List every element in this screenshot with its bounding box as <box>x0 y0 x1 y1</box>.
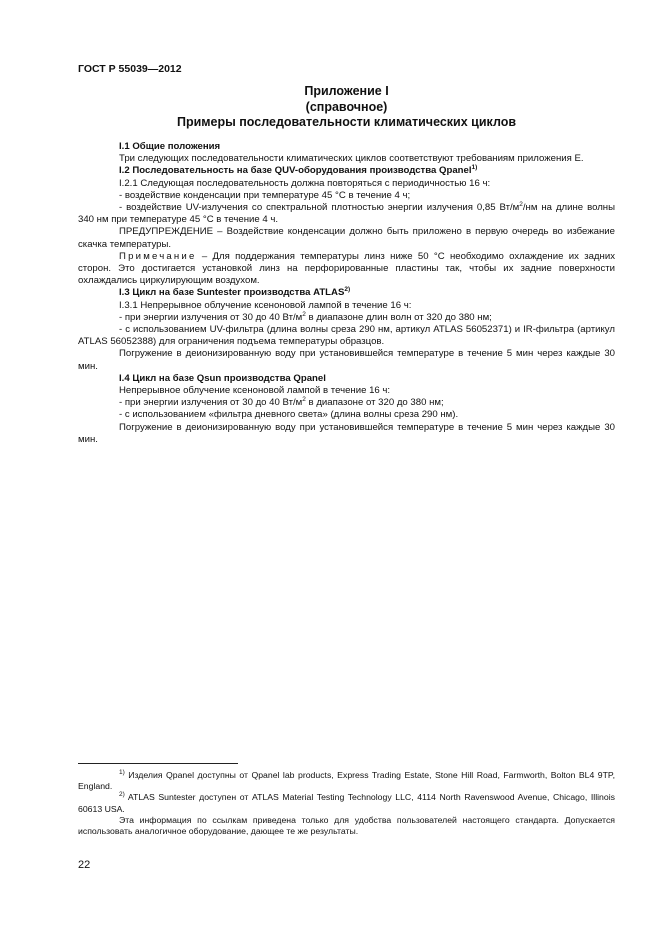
section-3-bullet-2: - с использованием UV-фильтра (длина волны среза 290 нм, артикул ATLAS 56052371) и IR-фильтра (артикул ATLAS 56052388) для ограничения подъема температуры образцов. <box>78 324 615 348</box>
section-heading-2 <box>78 165 615 177</box>
section-2-bullet-1: - воздействие конденсации при температуре 45 °С в течение 4 ч; <box>119 189 411 201</box>
section-heading-3 <box>78 287 615 299</box>
section-4-p1: Непрерывное облучение ксеноновой лампой в течение 16 ч: <box>119 385 391 397</box>
section-heading-3-text: I.3 Цикл на базе Suntester производства ATLAS <box>119 287 345 299</box>
section-1-text: Три следующих последовательности климатических циклов соответствуют требованиям приложения Е. <box>119 153 584 165</box>
footnote-1-mark: 1) <box>119 769 125 776</box>
standard-header: ГОСТ Р 55039—2012 <box>78 63 182 75</box>
superscript: 2 <box>302 396 306 404</box>
section-3-bullet-1-a: - при энергии излучения от 30 до 40 Вт/м <box>119 311 303 323</box>
section-2-p1: I.2.1 Следующая последовательность должна повторяться с периодичностью 16 ч: <box>119 177 491 189</box>
section-3-bullet-1-b: в диапазоне длин волн от 320 до 380 нм; <box>305 311 492 323</box>
appendix-title: Приложение I <box>304 84 389 98</box>
footnote-divider <box>78 763 238 764</box>
superscript: 2 <box>519 201 523 209</box>
section-4-bullet-2: - с использованием «фильтра дневного света» (длина волны среза 290 нм). <box>119 409 459 421</box>
footnote-1 <box>78 770 615 792</box>
section-4-bullet-1-a: - при энергии излучения от 30 до 40 Вт/м <box>119 397 303 409</box>
footnote-3: Эта информация по ссылкам приведена только для удобства пользователей настоящего стандарта. Допускается использовать аналогичное оборудование, дающее те же результаты. <box>78 814 615 837</box>
section-heading-2-text: I.2 Последовательность на базе QUV-оборудования производства Qpanel <box>119 165 472 177</box>
section-2-bullet-2-a: - воздействие UV-излучения со спектральной плотностью энергии излучения 0,85 Вт/м <box>119 202 520 214</box>
footnote-ref-2: 2) <box>344 286 351 294</box>
footnote-2 <box>78 792 615 814</box>
section-heading-1: I.1 Общие положения <box>119 141 221 152</box>
document-body <box>78 141 615 446</box>
appendix-titles <box>78 84 615 131</box>
footnote-2-text: ATLAS Suntester доступен от ATLAS Material Testing Technology LLC, 4114 North Ravenswood Avenue, Chicago, Illinois 60613 USA. <box>78 792 615 814</box>
section-3-bullet-1 <box>78 312 615 324</box>
footnote-2-mark: 2) <box>119 791 125 799</box>
section-3-p1: I.3.1 Непрерывное облучение ксеноновой лампой в течение 16 ч: <box>119 299 412 311</box>
note-text: – Для поддержания температуры линз ниже 50 °С необходимо охлаждение их задних сторон. Это достигается установкой линз на перфорированные пластины так, чтобы их задние поверхности охлаждались циркулирующим воздухом. <box>78 250 615 287</box>
appendix-name: Примеры последовательности климатических циклов <box>176 115 517 129</box>
note-paragraph <box>78 251 615 288</box>
footnotes <box>78 770 615 837</box>
footnote-1-text: Изделия Qpanel доступны от Qpanel lab products, Express Trading Estate, Stone Hill Road, Farmworth, Bolton BL4 9TP, England. <box>78 770 615 792</box>
section-2-bullet-2 <box>78 202 615 226</box>
section-3-p2: Погружение в деионизированную воду при установившейся температуре в течение 5 мин через каждые 30 мин. <box>78 348 615 372</box>
section-4-bullet-1-b: в диапазоне от 320 до 380 нм; <box>305 397 444 409</box>
superscript: 2 <box>302 310 306 318</box>
section-4-p2: Погружение в деионизированную воду при установившейся температуре в течение 5 мин через каждые 30 мин. <box>78 421 615 445</box>
warning-text: ПРЕДУПРЕЖДЕНИЕ – Воздействие конденсации должно быть приложено в первую очередь во избежание скачка температуры. <box>78 226 615 250</box>
section-4-bullet-1 <box>78 397 615 409</box>
page-number: 22 <box>78 859 91 871</box>
section-heading-4: I.4 Цикл на базе Qsun производства Qpanel <box>119 372 326 384</box>
section-2-bullet-2-b: /нм на длине волны 340 нм при температуре 45 °С в течение 4 ч. <box>78 202 615 226</box>
footnote-ref-1: 1) <box>471 164 478 172</box>
appendix-type: (справочное) <box>305 99 388 114</box>
note-label: Примечание <box>119 250 197 262</box>
